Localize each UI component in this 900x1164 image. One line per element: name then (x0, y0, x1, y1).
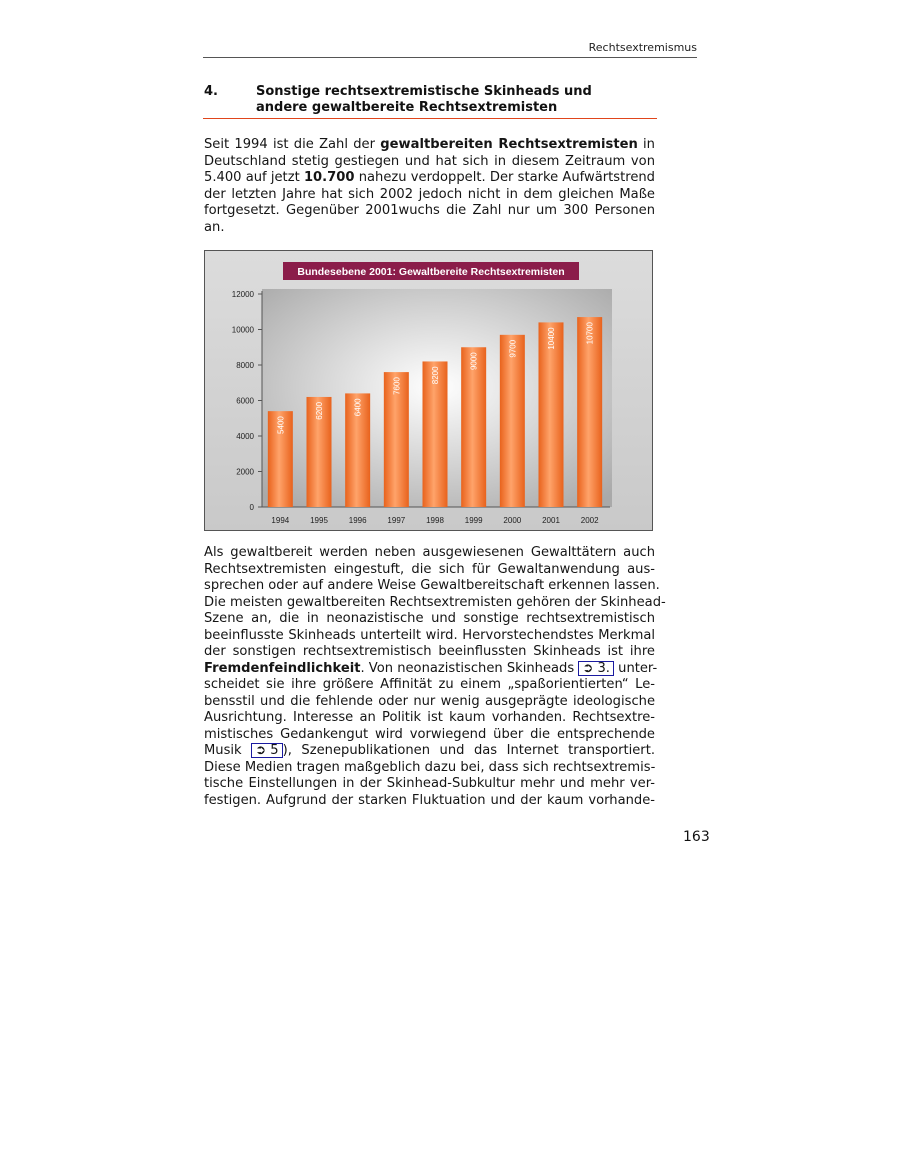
text-line (204, 137, 655, 154)
bar-value-label: 6400 (353, 398, 363, 417)
text-run: nahezu verdoppelt. Der starke Aufwärtstrend (354, 170, 655, 185)
text-line: an. (204, 219, 225, 235)
bar-value-label: 9700 (508, 339, 518, 358)
y-tick-label: 2000 (236, 467, 254, 477)
text-line: mistisches Gedankengut wird vorwiegend über die entsprechende (204, 726, 655, 742)
text-run: . Von neonazistischen Skinheads (360, 660, 579, 676)
text-line: fortgesetzt. Gegenüber 2001wuchs die Zahl nur um 300 Personen (204, 203, 655, 218)
bar-value-label: 7600 (392, 377, 402, 395)
y-tick-label: 12000 (231, 290, 254, 299)
heading-underline (203, 118, 657, 119)
text-run: 5.400 auf jetzt (204, 170, 304, 185)
text-line: tische Einstellungen in der Skinhead-Subkultur mehr und mehr ver- (204, 776, 655, 791)
cross-reference-link[interactable]: ➲ 5 (251, 743, 282, 758)
text-run: ), Szenepublikationen und das Internet transportiert. (282, 743, 655, 758)
y-tick-label: 4000 (236, 432, 254, 441)
bar-value-label: 10700 (585, 322, 595, 345)
text-line: Rechtsextremisten eingestuft, die sich für Gewaltanwendung aus- (204, 561, 655, 577)
x-tick-label: 2002 (580, 516, 599, 525)
text-line: Diese Medien tragen maßgeblich dazu bei, dass sich rechtsextremis- (204, 759, 656, 775)
page-number: 163 (683, 829, 710, 845)
text-line: Ausrichtung. Interesse an Politik ist kaum vorhanden. Rechtsextre- (204, 710, 655, 725)
text-line: festigen. Aufgrund der starken Fluktuation und der kaum vorhande- (204, 792, 655, 808)
text-line (204, 660, 658, 678)
y-tick-label: 0 (249, 503, 254, 512)
bar-value-label: 8200 (431, 366, 440, 385)
text-line: sprechen oder auf andere Weise Gewaltbereitschaft erkennen lassen. (204, 578, 660, 593)
bar (500, 335, 525, 507)
x-tick-label: 1999 (464, 516, 483, 525)
running-header: Rechtsextremismus (588, 41, 697, 54)
bold-term: gewaltbereiten Rechtsextremisten (380, 137, 638, 152)
text-line: Die meisten gewaltbereiten Rechtsextremisten gehören der Skinhead- (204, 594, 666, 610)
text-line: der sonstigen rechtsextremistisch beeinflussten Skinheads ist ihre (204, 644, 655, 659)
bar-value-label: 5400 (276, 416, 286, 434)
section-title-line2: andere gewaltbereite Rechtsextremisten (256, 100, 558, 115)
bar (577, 317, 602, 507)
text-line: scheidet sie ihre größere Affinität zu einem „spaßorientierten“ Le- (204, 677, 655, 692)
bar-chart (204, 250, 653, 531)
x-tick-label: 1994 (271, 516, 290, 525)
y-tick-group (232, 290, 262, 512)
text-line (204, 170, 655, 187)
y-tick-label: 8000 (236, 361, 254, 370)
text-line: der letzten Jahre hat sich 2002 jedoch nicht in dem gleichen Maße (204, 186, 655, 202)
bold-number: 10.700 (303, 170, 355, 185)
x-tick-label: 1997 (387, 516, 406, 525)
chart-title: Bundesebene 2001: Gewaltbereite Rechtsextremisten (297, 266, 565, 278)
y-tick-label: 6000 (236, 396, 254, 406)
text-run: Seit 1994 ist die Zahl der (204, 137, 381, 152)
text-line: beeinflusste Skinheads unterteilt wird. Hervorstechendstes Merkmal (204, 627, 655, 643)
x-tick-label: 2001 (542, 516, 560, 525)
section-number: 4. (204, 84, 218, 99)
bar (461, 347, 486, 507)
header-rule (203, 57, 697, 58)
intro-paragraph (204, 137, 655, 236)
chart-canvas (205, 251, 652, 530)
x-tick-label: 1998 (426, 516, 444, 525)
bar-value-label: 9000 (469, 352, 479, 371)
x-tick-label: 2000 (503, 516, 522, 525)
x-tick-group (271, 516, 599, 525)
text-run: unter- (613, 660, 658, 676)
cross-reference-link[interactable]: ➲ 3. (578, 661, 614, 676)
bold-term: Fremdenfeindlichkeit (204, 660, 361, 676)
y-tick-label: 10000 (231, 325, 254, 335)
bar-value-label: 10400 (547, 327, 556, 350)
text-line: Deutschland stetig gestiegen und hat sich in diesem Zeitraum von (204, 153, 655, 169)
text-run: Musik (204, 743, 252, 758)
x-tick-label: 1995 (310, 516, 328, 525)
section-title (256, 84, 656, 116)
text-line: Als gewaltbereit werden neben ausgewiesenen Gewalttätern auch (204, 545, 655, 560)
body-paragraph (204, 545, 666, 809)
text-line: Szene an, die in neonazistische und sonstige rechtsextremistisch (204, 611, 655, 626)
bar-value-label: 6200 (315, 401, 324, 420)
section-title-line1: Sonstige rechtsextremistische Skinheads und (256, 84, 592, 99)
text-run: in (637, 137, 655, 152)
text-line: bensstil und die fehlende oder nur wenig ausgeprägte ideologische (204, 693, 655, 709)
x-tick-label: 1996 (348, 516, 367, 525)
text-line (204, 743, 655, 760)
